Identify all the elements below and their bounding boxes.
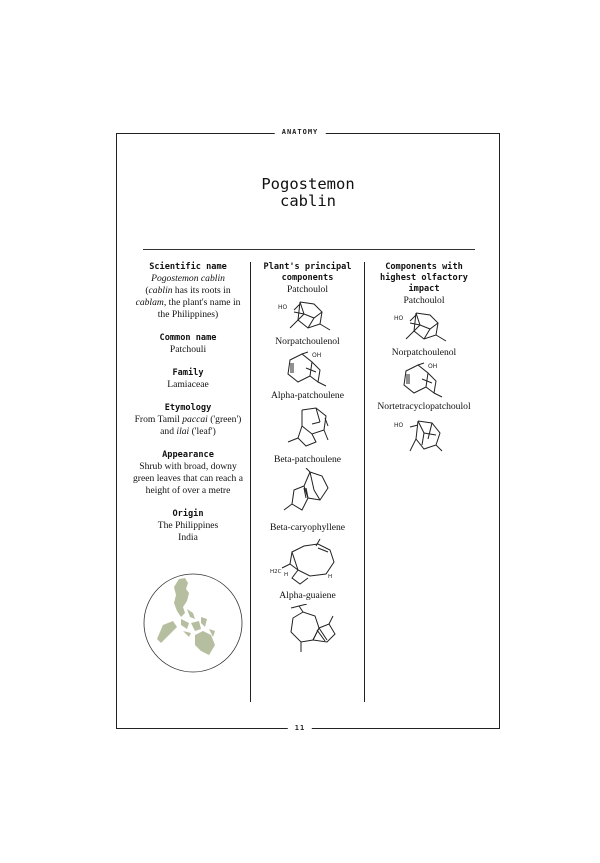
alpha-guaiene-structure-icon <box>273 604 343 656</box>
patchoulol-structure-icon <box>276 298 340 336</box>
origin-heading: Origin <box>172 509 204 519</box>
column-divider-right <box>364 262 365 702</box>
common-name-heading: Common name <box>159 333 217 343</box>
component-name: Norpatchoulenol <box>275 336 340 347</box>
svg-text:OH: OH <box>311 352 321 359</box>
norpatchoulenol-structure-icon <box>392 361 456 401</box>
svg-text:H: H <box>283 572 288 578</box>
family-heading: Family <box>172 368 204 378</box>
appearance-value: Shrub with broad, downy green leaves that can reach a height of over a metre <box>133 461 243 496</box>
patchoulol-structure-icon <box>392 309 456 347</box>
alpha-patchoulene-structure-icon <box>276 404 340 454</box>
scientific-name-note: (cablin has its roots in cablam, the plant's name in the Philippines) <box>135 285 241 320</box>
norpatchoulenol-structure-icon <box>276 350 340 390</box>
svg-text:HO: HO <box>394 315 404 322</box>
svg-text:HO: HO <box>394 422 404 429</box>
title-line-2: cablin <box>280 192 336 210</box>
scientific-name-value: Pogostemon cablin <box>151 273 225 284</box>
svg-text:H2C: H2C <box>269 569 281 575</box>
nortetracyclopatchoulol-structure-icon <box>392 415 456 457</box>
column-divider-left <box>250 262 251 702</box>
svg-text:H: H <box>327 574 332 580</box>
scientific-name-heading: Scientific name <box>149 262 227 272</box>
page-number: 11 <box>288 724 312 732</box>
family-value: Lamiaceae <box>167 379 209 390</box>
component-name: Alpha-patchoulene <box>271 390 344 401</box>
philippines-map <box>143 573 243 673</box>
origin-value-1: The Philippines <box>157 520 219 531</box>
origin-value-2: India <box>178 532 198 543</box>
appearance-heading: Appearance <box>162 450 214 460</box>
components-column <box>255 262 360 656</box>
svg-text:HO: HO <box>277 304 287 311</box>
header-divider <box>143 249 475 250</box>
component-name: Norpatchoulenol <box>391 347 457 358</box>
component-name: Alpha-guaiene <box>279 590 336 601</box>
component-name: Patchoulol <box>286 284 329 295</box>
component-name: Beta-patchoulene <box>273 454 342 465</box>
page-title <box>116 176 500 210</box>
component-name: Beta-caryophyllene <box>269 522 346 533</box>
svg-text:OH: OH <box>428 363 438 370</box>
olfactory-impact-column <box>368 262 480 457</box>
component-name: Patchoulol <box>403 295 445 306</box>
title-line-1: Pogostemon <box>261 175 355 193</box>
beta-patchoulene-structure-icon <box>276 468 340 522</box>
etymology-value: From Tamil paccai ('green') and ilai ('leaf') <box>134 414 242 437</box>
etymology-heading: Etymology <box>164 403 212 413</box>
common-name-value: Patchouli <box>169 344 207 355</box>
component-name: Nortetracyclopatchoulol <box>377 401 471 412</box>
components-heading: Plant's principal components <box>263 262 352 283</box>
section-tag: ANATOMY <box>275 128 326 136</box>
beta-caryophyllene-structure-icon <box>268 536 348 590</box>
facts-column <box>133 262 243 556</box>
olfactory-heading: Components with highest olfactory impact <box>380 262 468 294</box>
